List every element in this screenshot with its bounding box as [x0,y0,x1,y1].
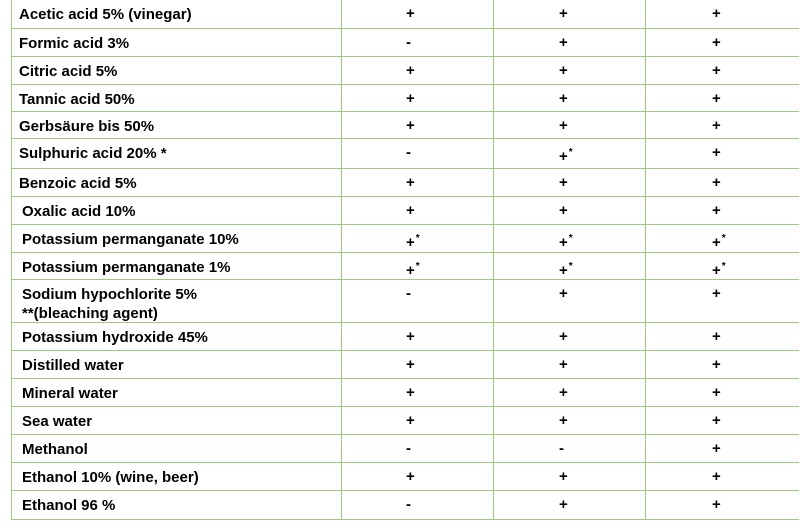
resistance-value: +* [559,147,573,165]
substance-name: Formic acid 3% [19,35,130,52]
resistance-value: + [406,90,415,107]
table-row [11,169,799,197]
substance-name: Sulphuric acid 20% * [19,145,167,162]
resistance-cell-col3 [646,29,799,56]
resistance-value: - [406,144,411,161]
resistance-value: + [406,384,415,401]
substance-name: Tannic acid 50% [19,91,135,108]
resistance-cell-col3 [646,463,799,490]
resistance-cell-col2 [494,435,646,462]
resistance-value: + [406,468,415,485]
substance-name: Sea water [22,413,93,430]
resistance-value: + [712,90,721,107]
resistance-cell-col2 [494,139,646,168]
substance-cell [11,85,342,111]
substance-name: Potassium permanganate 1% [22,259,231,276]
substance-name: Distilled water [22,357,124,374]
table-row [11,225,799,253]
resistance-value: + [406,356,415,373]
resistance-cell-col1 [342,323,494,350]
resistance-cell-col1 [342,280,494,322]
resistance-cell-col1 [342,112,494,138]
resistance-value: + [559,356,568,373]
resistance-cell-col1 [342,225,494,252]
resistance-cell-col2 [494,253,646,279]
resistance-value: + [406,202,415,219]
resistance-value: + [712,412,721,429]
resistance-cell-col3 [646,323,799,350]
resistance-cell-col3 [646,225,799,252]
resistance-value: + [406,328,415,345]
resistance-value: + [406,174,415,191]
resistance-cell-col1 [342,169,494,196]
substance-cell [11,491,342,519]
resistance-value: + [712,285,721,302]
resistance-value: - [406,285,411,302]
resistance-value: + [559,384,568,401]
resistance-value: +* [406,233,420,251]
resistance-value: +* [406,261,420,279]
substance-cell [11,280,342,322]
resistance-cell-col1 [342,85,494,111]
resistance-value: + [559,285,568,302]
resistance-value: + [712,202,721,219]
resistance-value: - [559,440,564,457]
resistance-value: + [406,5,415,22]
resistance-value: + [559,90,568,107]
substance-cell [11,351,342,378]
table-row [11,491,799,520]
resistance-value: - [406,496,411,513]
substance-name: Gerbsäure bis 50% [19,118,155,135]
substance-name: Sodium hypochlorite 5% [22,286,198,303]
table-row [11,323,799,351]
resistance-cell-col3 [646,57,799,84]
resistance-cell-col1 [342,407,494,434]
resistance-value: + [559,468,568,485]
resistance-value: + [406,62,415,79]
resistance-value: + [712,384,721,401]
resistance-value: + [712,62,721,79]
resistance-cell-col3 [646,407,799,434]
resistance-cell-col2 [494,225,646,252]
resistance-value: + [559,5,568,22]
substance-cell [11,407,342,434]
resistance-cell-col1 [342,435,494,462]
resistance-value: + [712,174,721,191]
resistance-value: + [712,144,721,161]
resistance-value: +* [559,233,573,251]
resistance-value: + [406,412,415,429]
resistance-cell-col1 [342,253,494,279]
resistance-cell-col2 [494,169,646,196]
resistance-cell-col3 [646,435,799,462]
resistance-cell-col1 [342,351,494,378]
resistance-cell-col2 [494,463,646,490]
resistance-value: - [406,440,411,457]
table-row [11,407,799,435]
substance-name: Citric acid 5% [19,63,118,80]
resistance-cell-col1 [342,379,494,406]
substance-name: Ethanol 10% (wine, beer) [22,469,199,486]
resistance-cell-col1 [342,0,494,28]
resistance-cell-col3 [646,0,799,28]
chemical-resistance-table [11,0,799,520]
table-row [11,197,799,225]
resistance-value: +* [559,261,573,279]
table-row [11,351,799,379]
resistance-cell-col2 [494,112,646,138]
resistance-cell-col2 [494,0,646,28]
table-row [11,463,799,491]
resistance-value: + [712,496,721,513]
resistance-value: + [712,5,721,22]
resistance-cell-col2 [494,197,646,224]
resistance-cell-col1 [342,57,494,84]
resistance-cell-col1 [342,463,494,490]
substance-cell [11,112,342,138]
resistance-cell-col2 [494,85,646,111]
resistance-cell-col2 [494,323,646,350]
resistance-cell-col1 [342,139,494,168]
resistance-value: + [559,62,568,79]
table-row [11,57,799,85]
table-row [11,379,799,407]
resistance-value: +* [712,261,726,279]
substance-name-line2: **(bleaching agent) [22,305,158,322]
resistance-cell-col1 [342,197,494,224]
resistance-cell-col3 [646,139,799,168]
resistance-cell-col3 [646,280,799,322]
table-row [11,435,799,463]
resistance-value: + [406,117,415,134]
substance-cell [11,379,342,406]
resistance-value: + [559,202,568,219]
resistance-cell-col1 [342,29,494,56]
resistance-value: + [559,328,568,345]
resistance-cell-col3 [646,491,799,519]
substance-cell [11,139,342,168]
substance-name: Potassium permanganate 10% [22,231,239,248]
resistance-value: + [712,356,721,373]
table-row [11,0,799,29]
resistance-cell-col3 [646,197,799,224]
resistance-value: + [712,34,721,51]
table-row [11,112,799,139]
substance-name: Potassium hydroxide 45% [22,329,208,346]
resistance-value: - [406,34,411,51]
resistance-cell-col3 [646,85,799,111]
substance-name: Ethanol 96 % [22,497,116,514]
substance-cell [11,57,342,84]
resistance-cell-col2 [494,351,646,378]
resistance-cell-col3 [646,379,799,406]
table-row [11,139,799,169]
substance-cell [11,463,342,490]
resistance-cell-col2 [494,57,646,84]
resistance-cell-col3 [646,351,799,378]
table-row [11,29,799,57]
substance-cell [11,323,342,350]
resistance-cell-col2 [494,29,646,56]
substance-name: Acetic acid 5% (vinegar) [19,6,192,23]
substance-cell [11,0,342,28]
resistance-cell-col3 [646,253,799,279]
resistance-value: + [559,117,568,134]
table-row [11,85,799,112]
table-row [11,280,799,323]
resistance-value: + [559,174,568,191]
resistance-value: + [712,328,721,345]
substance-cell [11,435,342,462]
substance-cell [11,197,342,224]
resistance-cell-col1 [342,491,494,519]
substance-cell [11,225,342,252]
resistance-value: +* [712,233,726,251]
substance-cell [11,169,342,196]
resistance-cell-col2 [494,280,646,322]
substance-name: Methanol [22,441,88,458]
table-row [11,253,799,280]
substance-name: Mineral water [22,385,118,402]
substance-cell [11,253,342,279]
resistance-value: + [559,412,568,429]
resistance-cell-col2 [494,407,646,434]
substance-cell [11,29,342,56]
resistance-value: + [559,496,568,513]
resistance-cell-col3 [646,112,799,138]
substance-name: Oxalic acid 10% [22,203,136,220]
resistance-value: + [712,117,721,134]
resistance-value: + [559,34,568,51]
resistance-cell-col2 [494,491,646,519]
resistance-value: + [712,440,721,457]
resistance-cell-col3 [646,169,799,196]
substance-name: Benzoic acid 5% [19,175,137,192]
resistance-value: + [712,468,721,485]
resistance-cell-col2 [494,379,646,406]
